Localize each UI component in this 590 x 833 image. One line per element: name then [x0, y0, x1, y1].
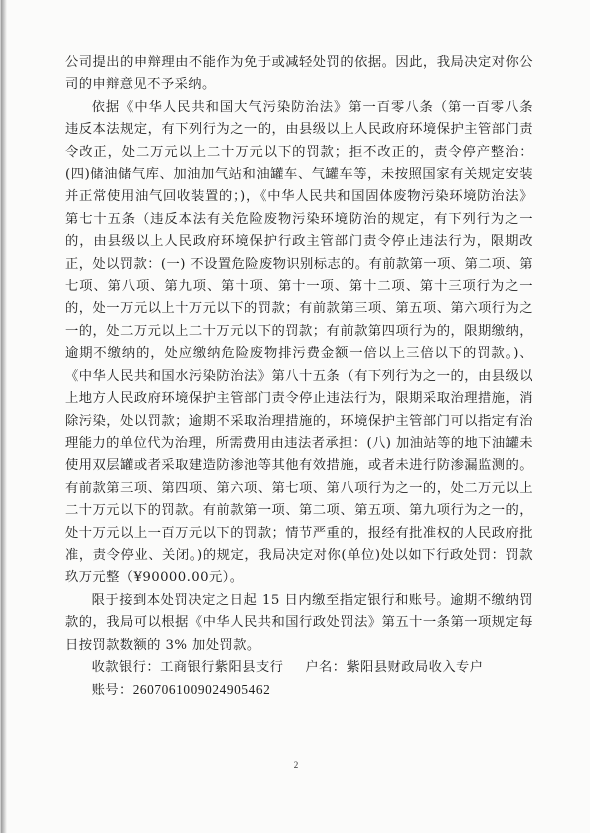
account-number-row: [65, 679, 533, 702]
account-number: 2607061009024905462: [132, 682, 271, 698]
document-body: [65, 52, 533, 703]
paragraph-payment-deadline: 限于接到本处罚决定之日起 15 日内缴至指定银行和账号。逾期不缴纳罚款的，我局可以根据《中华人民共和国行政处罚法》第五十一条第一项规定每日按罚款数额的 3% 加处罚款。: [65, 592, 533, 653]
bank-label: 收款银行：: [91, 659, 161, 675]
account-name-field: [305, 657, 483, 679]
bank-info-row: [65, 657, 533, 679]
paragraph-defense-rejected: 公司提出的申辩理由不能作为免于或减轻处罚的依据。因此，我局决定对你公司的申辩意见不予采纳。: [65, 55, 533, 93]
account-name-label: 户名：: [305, 659, 347, 675]
account-name: 紫阳县财政局收入专户: [346, 659, 484, 675]
account-number-label: 账号：: [91, 683, 133, 699]
bank-name: 工商银行紫阳县支行: [160, 659, 284, 675]
bank-field: [92, 657, 284, 679]
page-number: 2: [293, 760, 299, 770]
paragraph-legal-basis: 依据《中华人民共和国大气污染防治法》第一百零八条（第一百零八条 违反本法规定，有下列行为之一的，由县级以上人民政府环境保护主管部门责令改正，处二万元以上二十万元以下的罚款；拒不改正的，责令停产整治：(四)储油储气库、加油加气站和油罐车、气罐车等，未按照国家有关规定安装并正常使用油气回收装置的；)，《中华人民共和国固体废物污染环境防治法》第七十五条（违反本法有关危险废物污染环境防治的规定，有下列行为之一的，由县级以上人民政府环境保护行政主管部门责令停止违法行为，限期改正，处以罚款：(一) 不设置危险废物识别标志的。有前款第一项、第二项、第七项、第八项、第九项、第十项、第十一项、第十二项、第十三项行为之一的，处一万元以上十万元以下的罚款；有前款第三项、第五项、第六项行为之一的，处二万元以上二十万元以下的罚款；有前款第四项行为的，限期缴纳，逾期不缴纳的，处应缴纳危险废物排污费金额一倍以上三倍以下的罚款。)、《中华人民共和国水污染防治法》第八十五条（有下列行为之一的，由县级以上地方人民政府环境保护主管部门责令停止违法行为，限期采取治理措施，消除污染，处以罚款；逾期不采取治理措施的，环境保护主管部门可以指定有治理能力的单位代为治理，所需费用由违法者承担：(八) 加油站等的地下油罐未使用双层罐或者采取建造防渗池等其他有效措施，或者未进行防渗漏监测的。有前款第三项、第四项、第六项、第七项、第八项行为之一的，处二万元以上二十万元以下的罚款。有前款第一项、第二项、第五项、第九项行为之一的，处十万元以上一百万元以下的罚款；情节严重的，报经有批准权的人民政府批准，责令停业、关闭。)的规定，我局决定对你(单位)处以如下行政处罚：罚款玖万元整（¥90000.00元）。: [65, 99, 533, 586]
scan-edge-shadow: [1, 0, 7, 833]
